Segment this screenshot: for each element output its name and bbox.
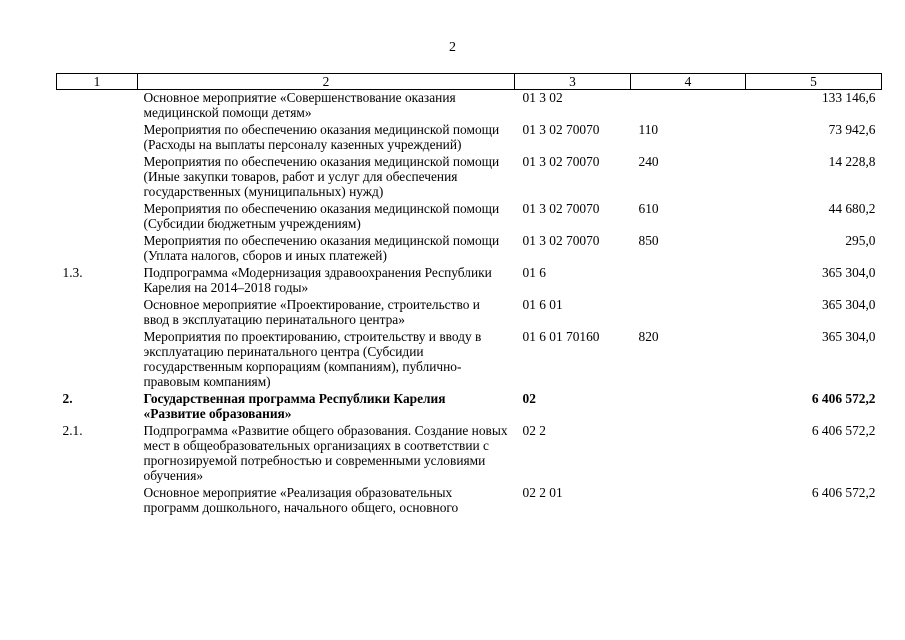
row-number bbox=[57, 201, 138, 233]
table-row bbox=[57, 329, 882, 391]
row-sum: 365 304,0 bbox=[821, 265, 876, 280]
row-expense-type bbox=[631, 485, 746, 517]
row-number bbox=[57, 297, 138, 329]
row-sum: 6 406 572,2 bbox=[811, 485, 876, 500]
header-col-3: 3 bbox=[515, 74, 631, 90]
row-name: Основное мероприятие «Проектирование, строительство и ввод в эксплуатацию перинатального центра» bbox=[143, 297, 480, 327]
row-name: Основное мероприятие «Совершенствование оказания медицинской помощи детям» bbox=[143, 90, 456, 120]
row-code: 01 3 02 70070 bbox=[522, 201, 600, 216]
table-row bbox=[57, 265, 882, 297]
row-expense-type: 240 bbox=[638, 154, 659, 169]
row-sum: 73 942,6 bbox=[828, 122, 876, 137]
row-code: 02 bbox=[522, 391, 536, 406]
row-number: 2. bbox=[62, 391, 73, 406]
row-name: Подпрограмма «Развитие общего образования. Создание новых мест в общеобразовательных организациях в соответствии с прогнозируемой потребностью и современными условиями обучения» bbox=[143, 423, 508, 483]
row-number bbox=[57, 154, 138, 201]
row-code: 01 6 bbox=[522, 265, 546, 280]
table-body bbox=[57, 90, 882, 518]
row-number: 1.3. bbox=[62, 265, 83, 280]
row-sum: 44 680,2 bbox=[828, 201, 876, 216]
header-col-4: 4 bbox=[631, 74, 746, 90]
row-expense-type bbox=[631, 423, 746, 485]
row-name: Мероприятия по обеспечению оказания медицинской помощи (Субсидии бюджетным учреждениям) bbox=[143, 201, 500, 231]
table-row bbox=[57, 423, 882, 485]
table-row bbox=[57, 391, 882, 423]
row-code: 01 3 02 70070 bbox=[522, 122, 600, 137]
header-col-5: 5 bbox=[746, 74, 882, 90]
header-col-1: 1 bbox=[57, 74, 138, 90]
row-sum: 295,0 bbox=[845, 233, 876, 248]
table-row bbox=[57, 485, 882, 517]
row-expense-type: 610 bbox=[638, 201, 659, 216]
row-name: Подпрограмма «Модернизация здравоохранения Республики Карелия на 2014–2018 годы» bbox=[143, 265, 492, 295]
budget-table bbox=[56, 73, 882, 517]
row-number: 2.1. bbox=[62, 423, 83, 438]
row-expense-type bbox=[631, 265, 746, 297]
row-expense-type bbox=[631, 297, 746, 329]
table-row bbox=[57, 201, 882, 233]
row-name: Мероприятия по проектированию, строительству и вводу в эксплуатацию перинатального центра (Субсидии государственным корпорациям (компаниям), публично-правовым компаниям) bbox=[143, 329, 482, 389]
row-number bbox=[57, 90, 138, 123]
row-sum: 365 304,0 bbox=[821, 297, 876, 312]
row-name: Мероприятия по обеспечению оказания медицинской помощи (Расходы на выплаты персоналу казенных учреждений) bbox=[143, 122, 500, 152]
row-expense-type bbox=[631, 90, 746, 123]
row-sum: 14 228,8 bbox=[828, 154, 876, 169]
row-expense-type: 110 bbox=[638, 122, 659, 137]
row-code: 01 6 01 bbox=[522, 297, 563, 312]
table-row bbox=[57, 154, 882, 201]
row-name: Основное мероприятие «Реализация образовательных программ дошкольного, начального общего, основного bbox=[143, 485, 459, 515]
row-code: 01 6 01 70160 bbox=[522, 329, 600, 344]
row-code: 01 3 02 70070 bbox=[522, 233, 600, 248]
row-expense-type: 820 bbox=[638, 329, 659, 344]
row-expense-type bbox=[631, 391, 746, 423]
row-number bbox=[57, 233, 138, 265]
page-number: 2 bbox=[449, 40, 456, 55]
row-sum: 6 406 572,2 bbox=[811, 391, 876, 406]
table-row bbox=[57, 233, 882, 265]
row-code: 02 2 01 bbox=[522, 485, 563, 500]
row-sum: 365 304,0 bbox=[821, 329, 876, 344]
header-col-2: 2 bbox=[138, 74, 515, 90]
header-row bbox=[57, 74, 882, 90]
row-code: 01 3 02 bbox=[522, 90, 563, 105]
row-expense-type: 850 bbox=[638, 233, 659, 248]
table-row bbox=[57, 90, 882, 123]
row-code: 01 3 02 70070 bbox=[522, 154, 600, 169]
table-header bbox=[57, 74, 882, 90]
row-number bbox=[57, 485, 138, 517]
row-code: 02 2 bbox=[522, 423, 546, 438]
row-name: Государственная программа Республики Карелия «Развитие образования» bbox=[143, 391, 446, 421]
row-sum: 133 146,6 bbox=[821, 90, 876, 105]
row-number bbox=[57, 122, 138, 154]
table-row bbox=[57, 297, 882, 329]
row-number bbox=[57, 329, 138, 391]
row-name: Мероприятия по обеспечению оказания медицинской помощи (Уплата налогов, сборов и иных платежей) bbox=[143, 233, 500, 263]
row-name: Мероприятия по обеспечению оказания медицинской помощи (Иные закупки товаров, работ и услуг для обеспечения государственных (муниципальных) нужд) bbox=[143, 154, 500, 199]
table-row bbox=[57, 122, 882, 154]
row-sum: 6 406 572,2 bbox=[811, 423, 876, 438]
